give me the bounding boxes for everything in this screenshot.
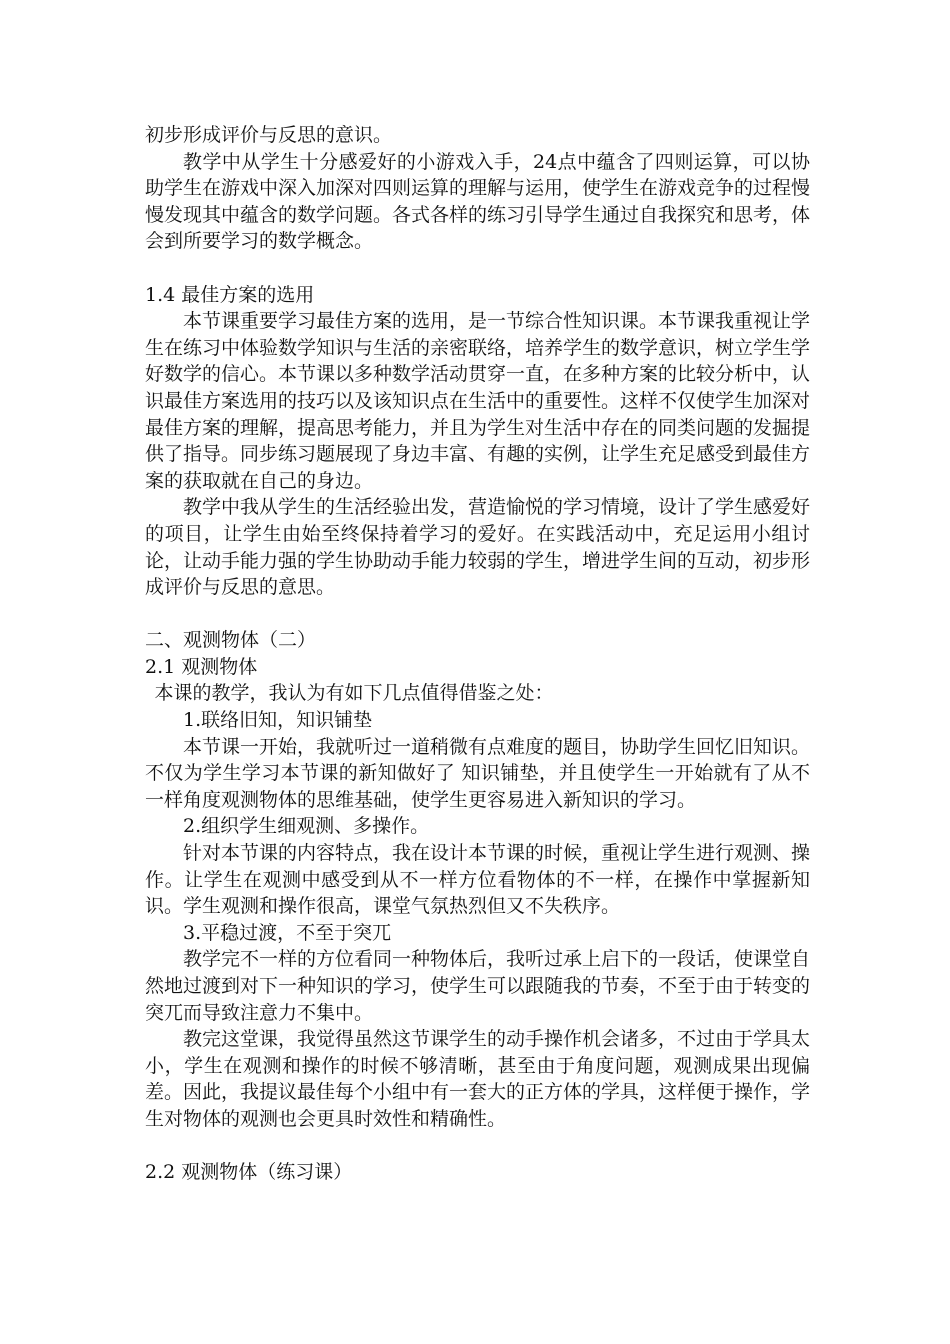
paragraph-continuation: 初步形成评价与反思的意识。: [145, 124, 393, 146]
section-heading-2-1: 2.1 观测物体: [145, 655, 258, 678]
list-item-2: 2.组织学生细观测、多操作。: [183, 815, 430, 838]
paragraph-24-game: 教学中从学生十分感爱好的小游戏入手，24点中蕴含了四则运算，可以协助学生在游戏中深入加深对四则运算的理解与运用，使学生在游戏竞争的过程慢慢发现其中蕴含的数学问题。各式各样的练习引导学生通过自我探究和思考，体会到所要学习的数学概念。: [145, 150, 811, 253]
paragraph-reflection: 教完这堂课，我觉得虽然这节课学生的动手操作机会诸多，不过由于学具太小，学生在观测和操作的时候不够清晰，甚至由于角度问题，观测成果出现偏差。因此，我提议最佳每个小组中有一套大的正方体的学具，这样便于操作，学生对物体的观测也会更具时效性和精确性。: [145, 1028, 811, 1130]
paragraph-transition: 教学完不一样的方位看同一种物体后，我听过承上启下的一段话，使课堂自然地过渡到对下一种知识的学习，使学生可以跟随我的节奏，不至于由于转变的突兀而导致注意力不集中。: [145, 948, 811, 1024]
list-item-1: 1.联络旧知，知识铺垫: [183, 709, 373, 732]
document-body: [145, 122, 810, 1186]
paragraph-best-plan: 本节课重要学习最佳方案的选用，是一节综合性知识课。本节课我重视让学生在练习中体验数学知识与生活的亲密联络，培养学生的数学意识，树立学生学好数学的信心。本节课以多种数学活动贯穿一直，在多种方案的比较分析中，认识最佳方案选用的技巧以及该知识点在生活中的重要性。这样不仅使学生加深对最佳方案的理解，提高思考能力，并且为学生对生活中存在的同类问题的发掘提供了指导。同步练习题展现了身边丰富、有趣的实例，让学生充足感受到最佳方案的获取就在自己的身边。: [145, 310, 811, 492]
section-heading-2-2: 2.2 观测物体（练习课）: [145, 1161, 353, 1184]
paragraph-observe: 针对本节课的内容特点，我在设计本节课的时候，重视让学生进行观测、操作。让学生在观测中感受到从不一样方位看物体的不一样，在操作中掌握新知识。学生观测和操作很高，课堂气氛热烈但又不失秩序。: [145, 842, 811, 918]
chapter-heading-2: 二、观测物体（二）: [145, 629, 317, 652]
blank-line: [145, 601, 810, 628]
blank-line: [145, 1133, 810, 1160]
paragraph-review: 本节课一开始，我就听过一道稍微有点难度的题目，协助学生回忆旧知识。不仅为学生学习本节课的新知做好了 知识铺垫，并且使学生一开始就有了从不一样角度观测物体的思维基础，使学生更容易进入新知识的学习。: [145, 735, 811, 811]
list-item-3: 3.平稳过渡，不至于突兀: [183, 921, 392, 944]
section-heading-1-4: 1.4 最佳方案的选用: [145, 283, 315, 306]
paragraph-intro: 本课的教学，我认为有如下几点值得借鉴之处：: [154, 682, 554, 705]
blank-line: [145, 255, 810, 282]
paragraph-life-experience: 教学中我从学生的生活经验出发，营造愉悦的学习情境，设计了学生感爱好的项目，让学生由始至终保持着学习的爱好。在实践活动中，充足运用小组讨论，让动手能力强的学生协助动手能力较弱的学生，增进学生间的互动，初步形成评价与反思的意思。: [145, 496, 811, 599]
